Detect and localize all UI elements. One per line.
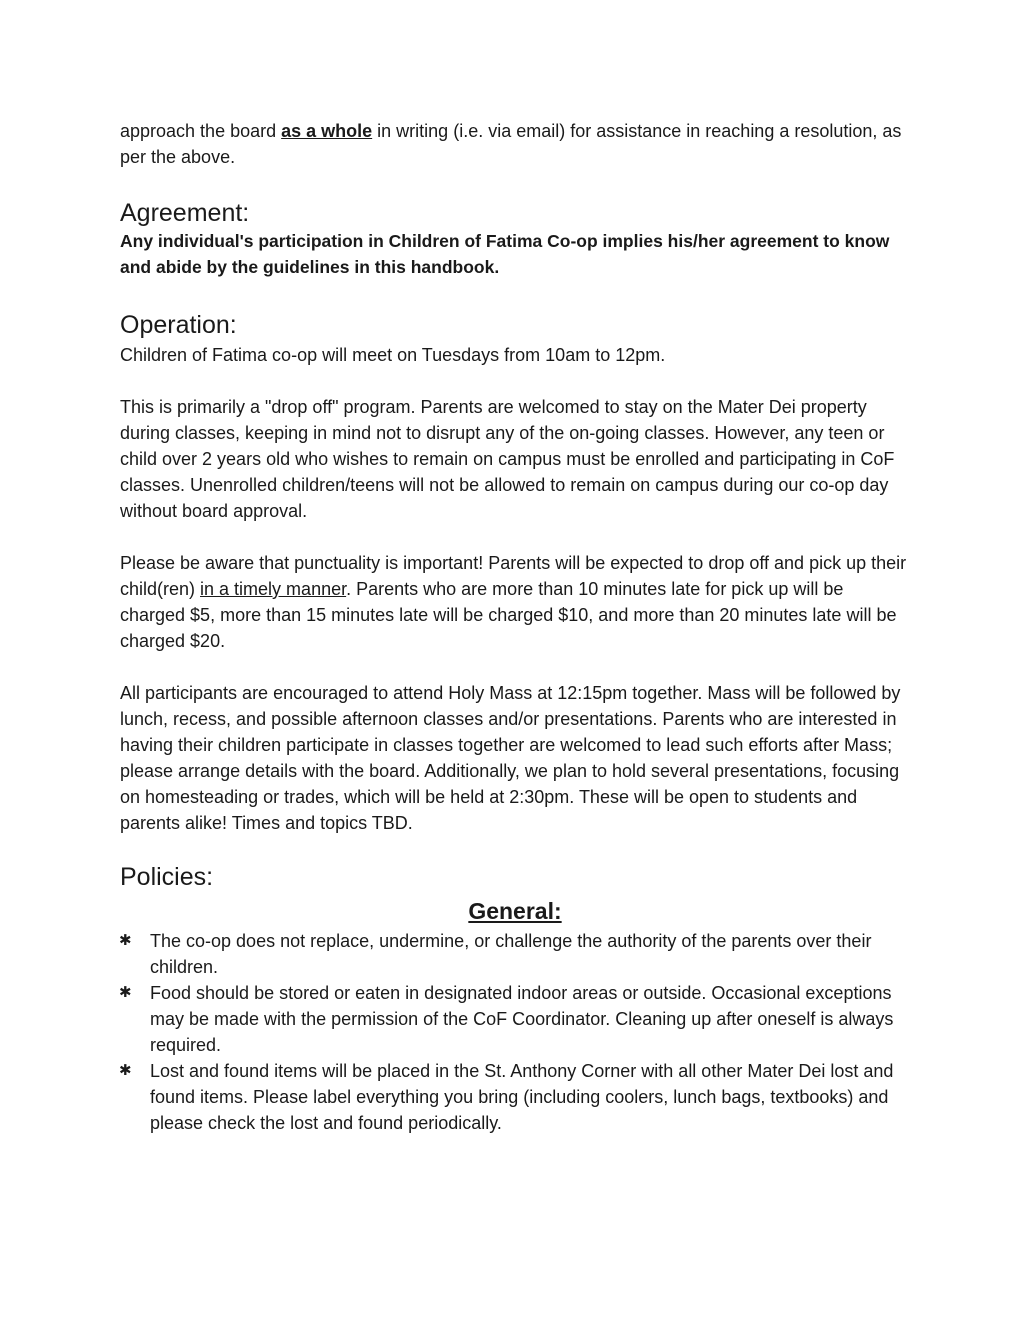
asterisk-icon: ✱	[119, 984, 132, 1001]
intro-emphasis: as a whole	[281, 121, 373, 141]
list-item	[120, 980, 910, 1058]
operation-dropoff-text: This is primarily a "drop off" program. Parents are welcomed to stay on the Mater Dei property during classes, keeping in mind not to disrupt any of the on-going classes. However, any teen or child over 2 years old who wishes to remain on campus must be enrolled and participating in CoF classes. Unenrolled children/teens will not be allowed to remain on campus during our co-op day without board approval.	[120, 397, 895, 521]
list-item-text: The co-op does not replace, undermine, or challenge the authority of the parents over their children.	[150, 931, 872, 977]
agreement-heading: Agreement:	[120, 199, 250, 227]
list-item	[120, 1058, 910, 1136]
punctuality-part1: Please be aware that punctuality is important! Parents will be expected to drop off and pick up their child(ren)	[120, 553, 907, 599]
operation-heading: Operation:	[120, 311, 237, 339]
intro-paragraph	[120, 118, 910, 170]
intro-text-part2: in writing (i.e. via email) for assistance in reaching a resolution, as per the above.	[120, 121, 902, 167]
operation-meeting-text: Children of Fatima co-op will meet on Tuesdays from 10am to 12pm.	[120, 345, 666, 365]
list-item-text: Lost and found items will be placed in the St. Anthony Corner with all other Mater Dei lost and found items. Please label everything you bring (including coolers, lunch bags, textbooks) and please check the lost and found periodically.	[150, 1061, 894, 1133]
operation-punctuality-text	[120, 550, 910, 654]
operation-mass-text: All participants are encouraged to attend Holy Mass at 12:15pm together. Mass will be followed by lunch, recess, and possible afternoon classes and/or presentations. Parents who are interested in having their children participate in classes together are welcomed to lead such efforts after Mass; please arrange details with the board. Additionally, we plan to hold several presentations, focusing on homesteading or trades, which will be held at 2:30pm. These will be open to students and parents alike! Times and topics TBD.	[120, 683, 901, 833]
agreement-text: Any individual's participation in Children of Fatima Co-op implies his/her agreement to know and abide by the guidelines in this handbook.	[120, 231, 890, 277]
policies-heading: Policies:	[120, 863, 214, 891]
document-page	[120, 118, 910, 1136]
intro-text-part1: approach the board	[120, 121, 282, 141]
punctuality-part2: . Parents who are more than 10 minutes late for pick up will be charged $5, more than 15 minutes late will be charged $10, and more than 20 minutes late will be charged $20.	[120, 579, 897, 651]
asterisk-icon: ✱	[119, 1062, 132, 1079]
list-item-text: Food should be stored or eaten in designated indoor areas or outside. Occasional exceptions may be made with the permission of the CoF Coordinator. Cleaning up after oneself is always required.	[150, 983, 894, 1055]
punctuality-underlined: in a timely manner	[200, 579, 347, 599]
general-subheading: General:	[468, 898, 562, 924]
asterisk-icon: ✱	[119, 932, 132, 949]
general-policies-list	[120, 928, 910, 1136]
list-item	[120, 928, 910, 980]
